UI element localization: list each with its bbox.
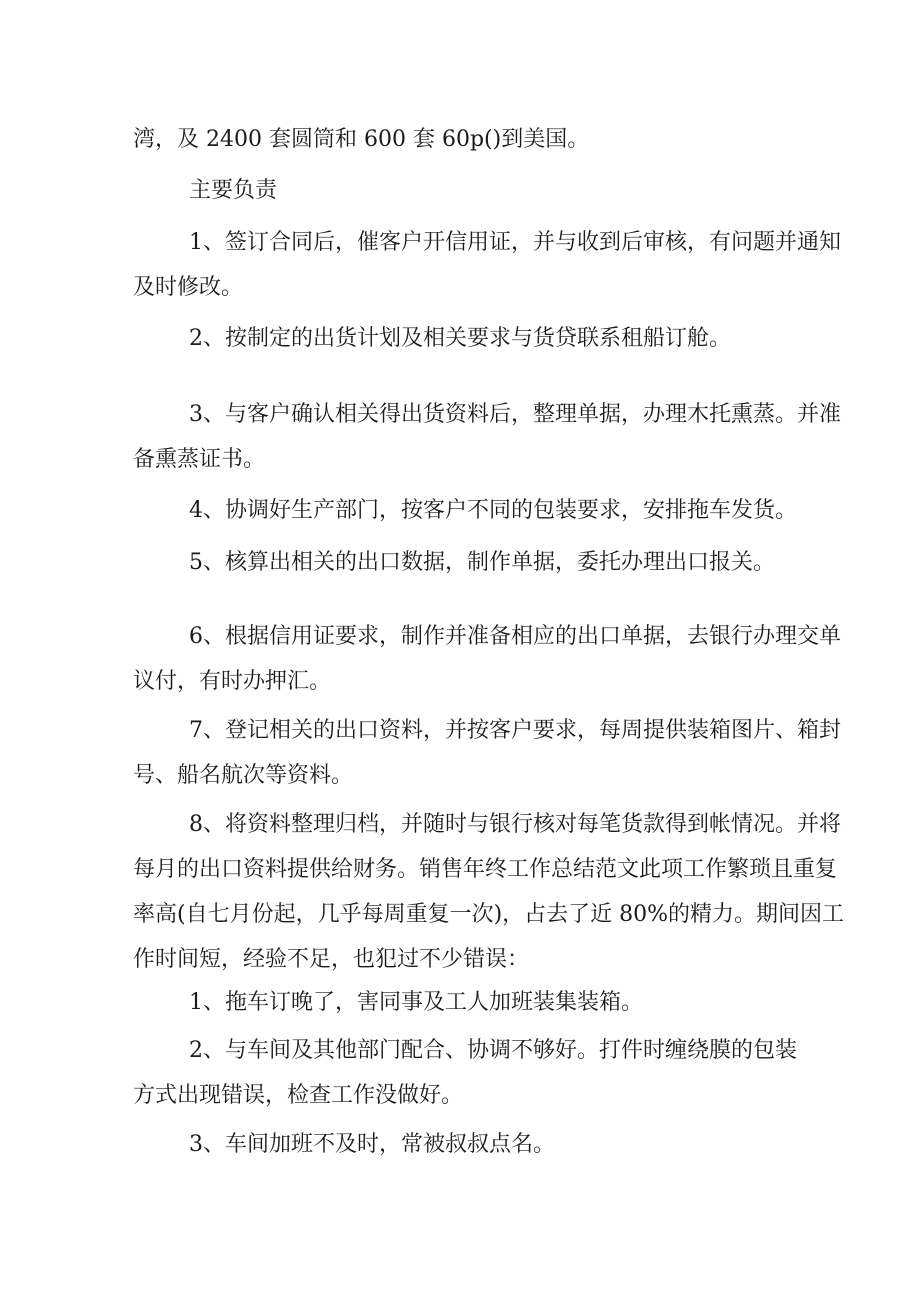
text-line: 议付，有时办押汇。 bbox=[133, 669, 332, 694]
section-heading: 主要负责 bbox=[189, 178, 278, 203]
text-line: 备熏蒸证书。 bbox=[133, 447, 266, 472]
text-line: 作时间短，经验不足，也犯过不少错误： bbox=[133, 947, 530, 972]
text-line: 号、船名航次等资料。 bbox=[133, 763, 354, 788]
text-line: 1、拖车订晚了，害同事及工人加班装集装箱。 bbox=[189, 990, 643, 1015]
text-line: 2、与车间及其他部门配合、协调不够好。打件时缠绕膜的包装 bbox=[189, 1038, 797, 1063]
text-line: 7、登记相关的出口资料，并按客户要求，每周提供装箱图片、箱封 bbox=[189, 718, 841, 743]
text-line: 4、协调好生产部门，按客户不同的包装要求，安排拖车发货。 bbox=[189, 498, 797, 523]
text-line: 湾，及 2400 套圆筒和 600 套 60p()到美国。 bbox=[133, 127, 590, 152]
text-line: 6、根据信用证要求，制作并准备相应的出口单据，去银行办理交单 bbox=[189, 624, 841, 649]
text-line: 1、签订合同后，催客户开信用证，并与收到后审核，有问题并通知 bbox=[189, 230, 841, 255]
text-line: 5、核算出相关的出口数据，制作单据，委托办理出口报关。 bbox=[189, 550, 775, 575]
text-line: 率高(自七月份起，几乎每周重复一次)，占去了近 80%的精力。期间因工 bbox=[133, 902, 845, 927]
text-line: 2、按制定的出货计划及相关要求与货贷联系租船订舱。 bbox=[189, 326, 731, 351]
text-line: 3、车间加班不及时，常被叔叔点名。 bbox=[189, 1132, 555, 1157]
text-line: 及时修改。 bbox=[133, 275, 244, 300]
text-line: 3、与客户确认相关得出货资料后，整理单据，办理木托熏蒸。并准 bbox=[189, 402, 841, 427]
text-line: 8、将资料整理归档，并随时与银行核对每笔货款得到帐情况。并将 bbox=[189, 812, 841, 837]
text-line: 每月的出口资料提供给财务。销售年终工作总结范文此项工作繁琐且重复 bbox=[133, 857, 838, 882]
text-line: 方式出现错误，检查工作没做好。 bbox=[133, 1083, 464, 1108]
